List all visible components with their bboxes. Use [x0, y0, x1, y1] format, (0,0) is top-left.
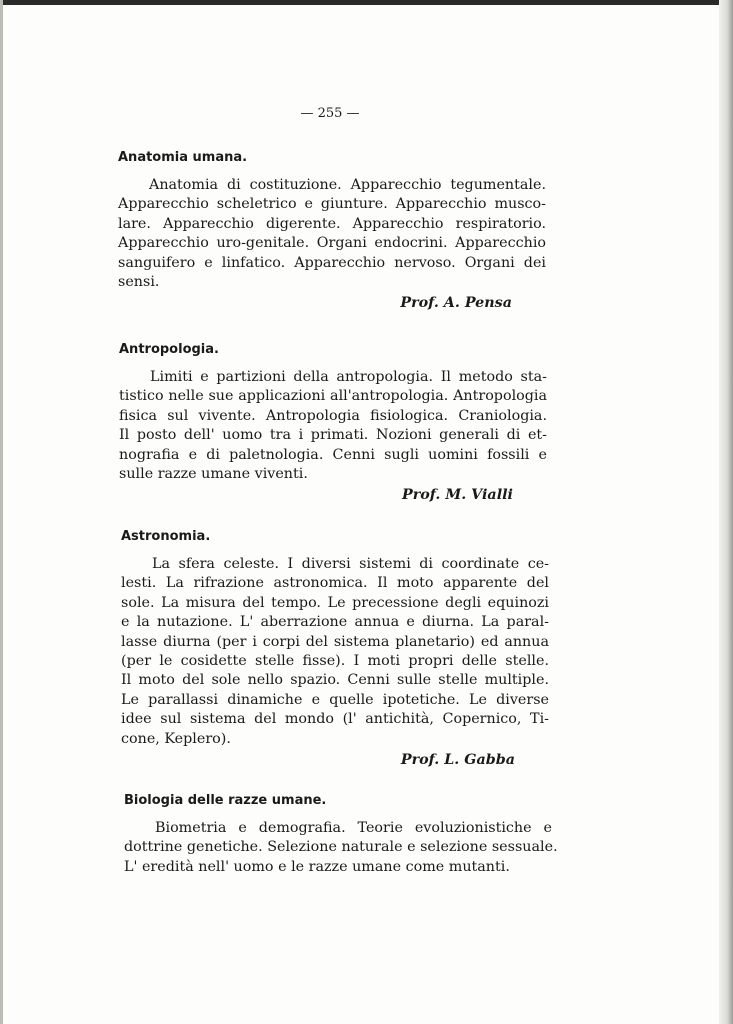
professor-signature: Prof. M. Vialli	[401, 487, 513, 504]
paragraph-line: Apparecchio scheletrico e giunture. Apparecchio musco-	[118, 196, 546, 213]
paragraph-line: tistico nelle sue applicazioni all'antropologia. Antropologia	[119, 388, 547, 405]
professor-signature: Prof. L. Gabba	[400, 751, 515, 768]
paragraph-line: La sfera celeste. I diversi sistemi di coordinate ce-	[152, 556, 549, 572]
page-number: — 255 —	[300, 106, 360, 121]
paragraph-line: sulle razze umane viventi.	[119, 465, 308, 482]
paragraph-line: nografia e di paletnologia. Cenni sugli uomini fossili e	[119, 446, 547, 463]
paragraph-line: lare. Apparecchio digerente. Apparecchio respiratorio.	[118, 215, 546, 232]
section-astronomia	[121, 527, 549, 770]
paragraph-line: sole. La misura del tempo. Le precessione degli equinozi	[121, 594, 549, 611]
paragraph-line: Limiti e partizioni della antropologia. Il metodo sta-	[150, 369, 547, 385]
scan-top-edge	[0, 0, 733, 5]
paragraph-line: L' eredità nell' uomo e le razze umane come mutanti.	[124, 858, 510, 875]
paragraph-line: idee sul sistema del mondo (l' antichità, Copernico, Ti-	[121, 711, 549, 728]
paragraph-line: e la nutazione. L' aberrazione annua e diurna. La paral-	[121, 614, 549, 631]
paragraph-line: Il posto dell' uomo tra i primati. Nozioni generali di et-	[119, 427, 547, 444]
section-heading: Antropologia.	[119, 342, 219, 357]
paragraph-line: lasse diurna (per i corpi del sistema planetario) ed annua	[121, 633, 549, 650]
section-anatomia-umana	[118, 148, 546, 313]
paragraph-line: Le parallassi dinamiche e quelle ipotetiche. Le diverse	[121, 691, 549, 708]
paragraph-line: fisica sul vivente. Antropologia fisiologica. Craniologia.	[119, 407, 547, 424]
section-biologia-razze-umane	[124, 791, 558, 877]
section-antropologia	[119, 340, 547, 505]
paragraph-line: Biometria e demografia. Teorie evoluzionistiche e	[155, 820, 552, 836]
section-heading: Biologia delle razze umane.	[124, 793, 327, 808]
paragraph-line: dottrine genetiche. Selezione naturale e selezione sessuale.	[124, 839, 558, 856]
paragraph-line: Anatomia di costituzione. Apparecchio tegumentale.	[149, 177, 546, 193]
professor-signature: Prof. A. Pensa	[400, 295, 512, 312]
scan-left-edge	[0, 0, 3, 1024]
paragraph-line: Apparecchio uro-genitale. Organi endocrini. Apparecchio	[118, 235, 546, 252]
section-heading: Anatomia umana.	[118, 150, 248, 165]
paragraph-line: lesti. La rifrazione astronomica. Il moto apparente del	[121, 575, 549, 592]
paragraph-line: (per le cosidette stelle fisse). I moti propri delle stelle.	[121, 652, 549, 669]
paragraph-line: sanguifero e linfatico. Apparecchio nervoso. Organi dei	[118, 254, 546, 271]
paragraph-line: Il moto del sole nello spazio. Cenni sulle stelle multiple.	[121, 672, 549, 689]
paragraph-line: cone, Keplero).	[121, 730, 231, 747]
section-heading: Astronomia.	[121, 529, 211, 544]
paragraph-line: sensi.	[118, 273, 160, 290]
scan-right-edge	[719, 0, 733, 1024]
